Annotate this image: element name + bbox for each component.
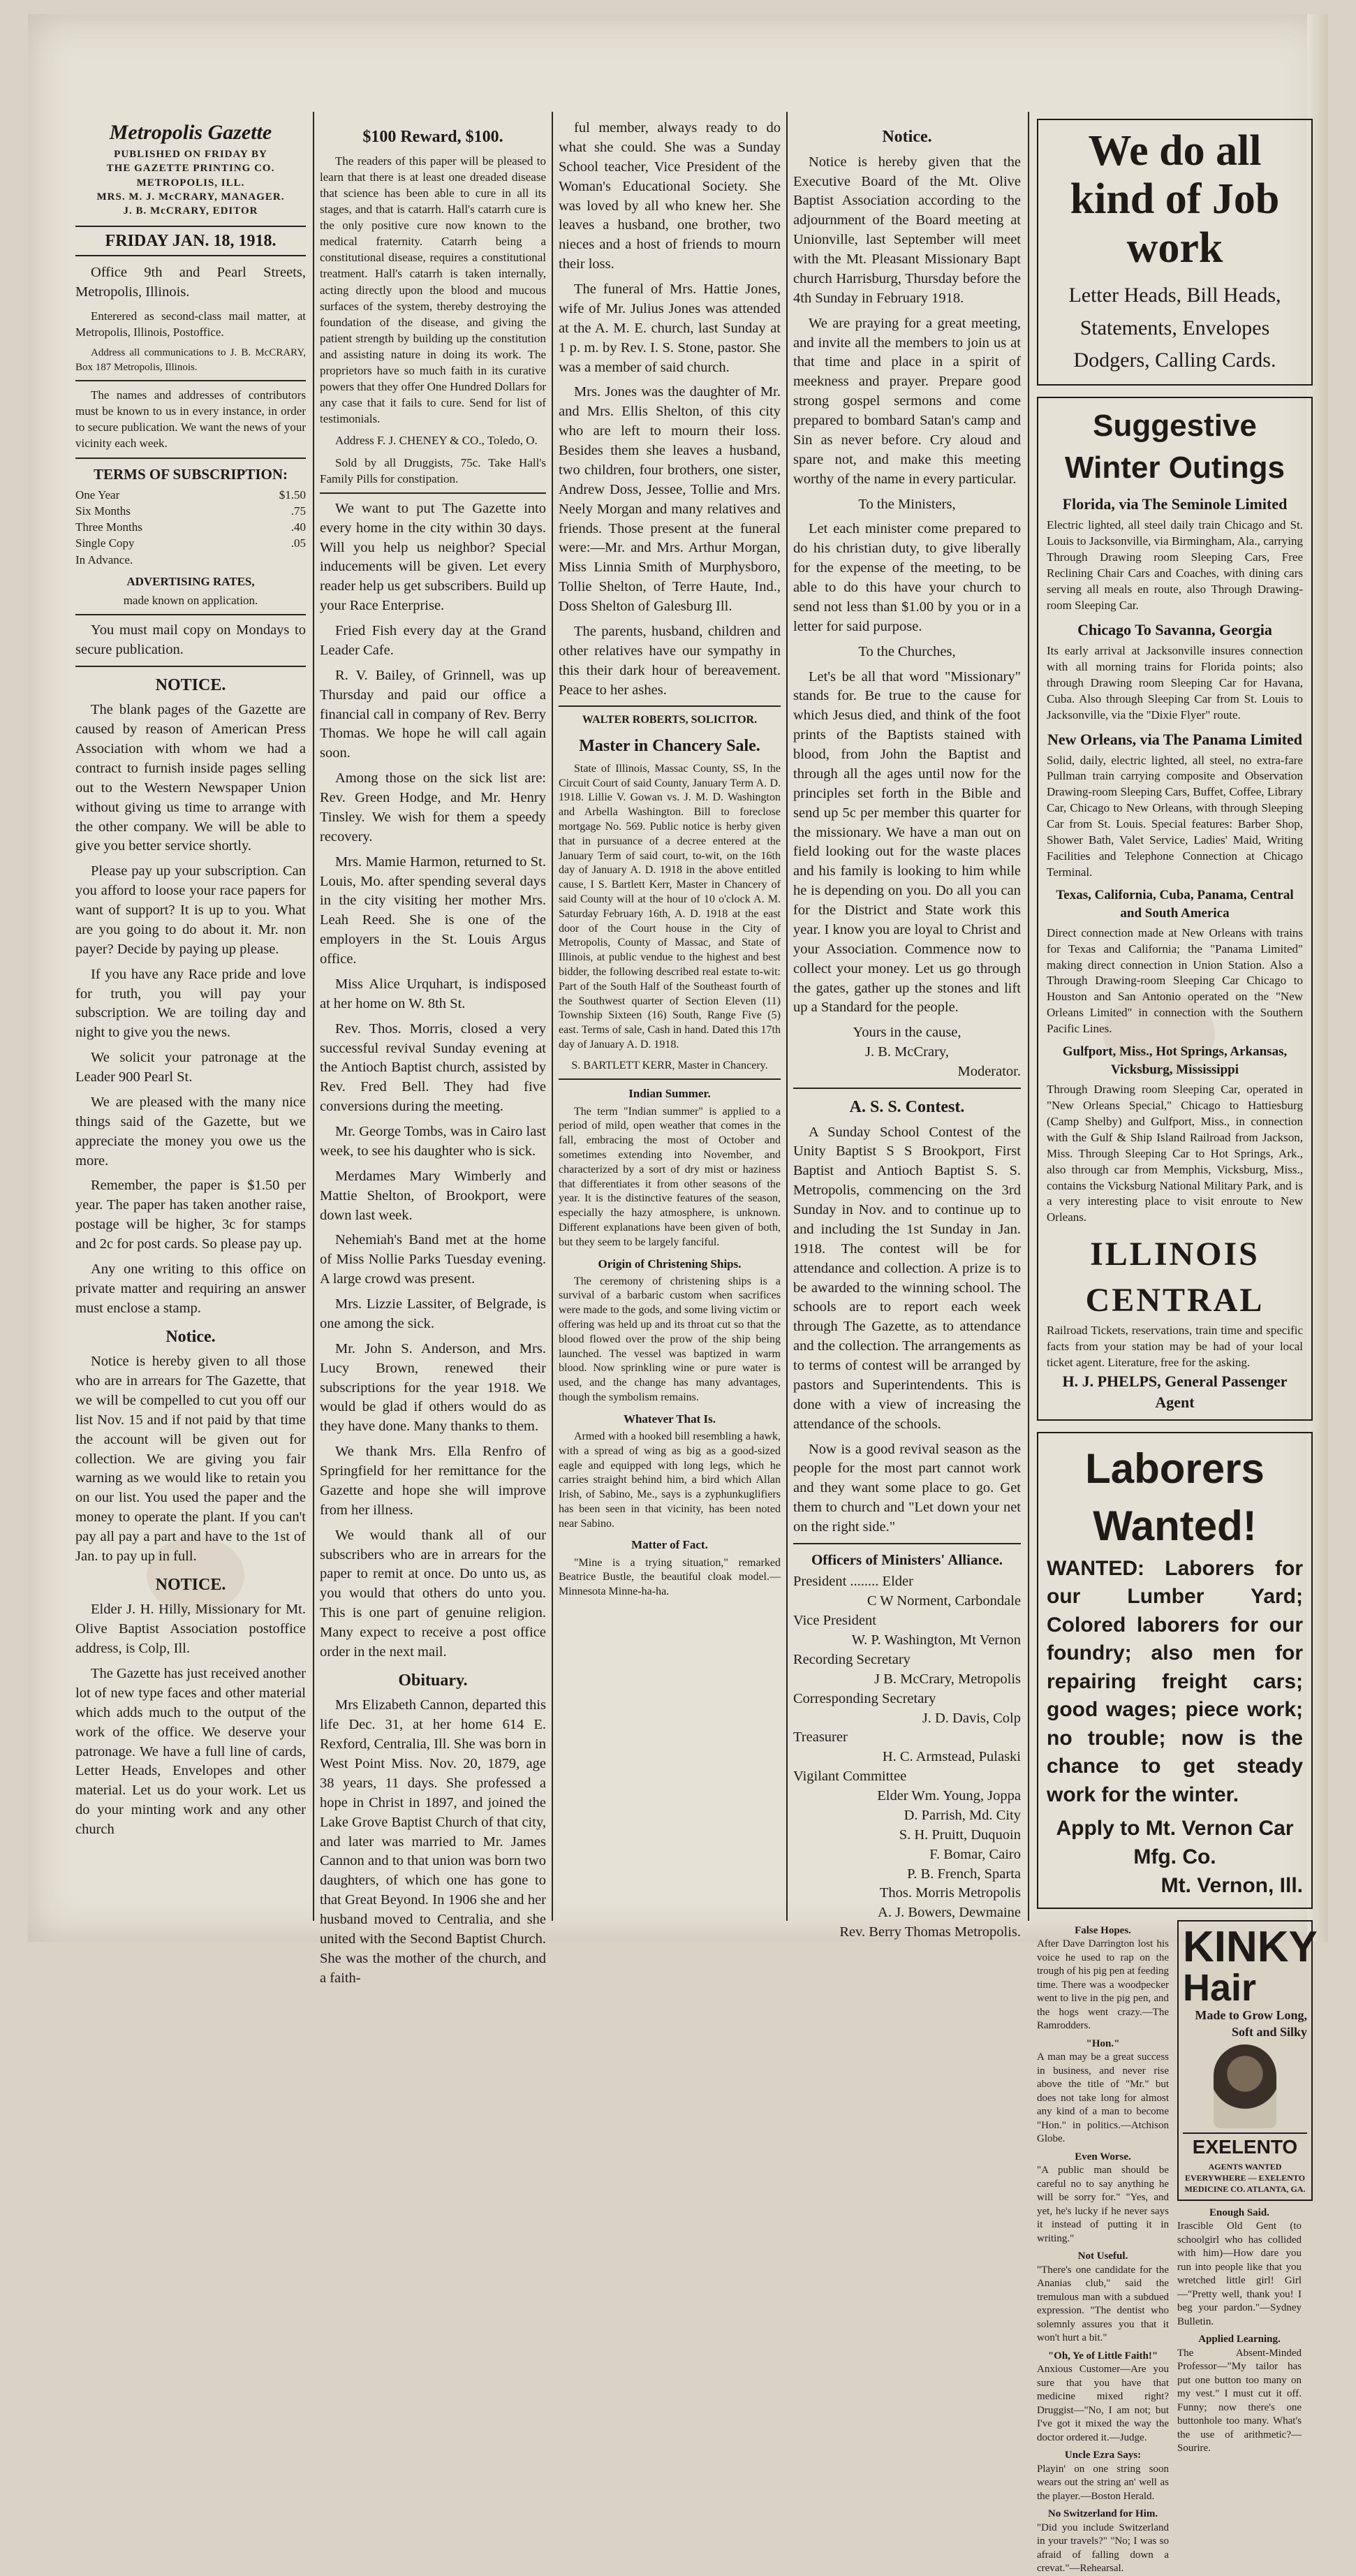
solicitor-line: WALTER ROBERTS, SOLICITOR. xyxy=(582,714,758,726)
column-rule xyxy=(313,112,314,1921)
article-title: Obituary. xyxy=(398,1671,468,1690)
officers-list xyxy=(793,1572,1021,1942)
article-paragraph: ful member, always ready to do what she could. She was a Sunday School teacher, Vice President of the Woman's Educational Society. She was loved by all who knew her. She leaves a husband, one brother, two nieces and a host of friends to mourn their loss. xyxy=(559,120,781,272)
joke-title: Uncle Ezra Says: xyxy=(1064,2450,1142,2461)
job-work-line: Statements, Envelopes xyxy=(1079,316,1270,339)
masthead-line: METROPOLIS, ILL. xyxy=(136,177,245,189)
ad-apply-line: Apply to Mt. Vernon Car Mfg. Co. xyxy=(1056,1817,1294,1868)
route-body: Through Drawing room Sleeping Car, operated in "New Orleans Special," Chicago to Hattiesburg (Camp Shelby) and Gulfport, Miss., in connection with the Gulf & Ship Island Railroad from Jackson, Miss. Through Sleeping Car to Hot Springs, Ark., also through car from Memphis, Vicksburg, Miss., contains the Vicksburg National Military Park, and is a very interesting place to visit enroute to New Orleans. xyxy=(1047,1082,1303,1224)
legal-signature: S. BARTLETT KERR, Master in Chancery. xyxy=(571,1059,768,1071)
joke-body: "There's one candidate for the Ananias club," said the tremulous man with a subdued expression. "The dentist who solemnly assures you that it won't hurt a bit." xyxy=(1037,2264,1169,2344)
article-paragraph: Fried Fish every day at the Grand Leader Cafe. xyxy=(320,623,546,658)
subscription-row xyxy=(75,535,306,551)
officer-line: Thos. Morris Metropolis xyxy=(879,1885,1021,1901)
article-paragraph: Rev. Thos. Morris, closed a very successful revival Sunday evening at the Antioch Baptist church, assisted by Rev. Fred Bell. They had five conversions during the meeting. xyxy=(320,1020,546,1115)
route-title: Florida, via The Seminole Limited xyxy=(1062,495,1288,513)
officer-line: Rev. Berry Thomas Metropolis. xyxy=(839,1924,1021,1940)
sub-label: Single Copy xyxy=(75,536,135,550)
divider xyxy=(75,666,306,667)
article-paragraph: "Mine is a trying situation," remarked Beatrice Bustle, the beautiful cloak model.—Minnesota Minne-ha-ha. xyxy=(559,1556,781,1598)
article-paragraph: Let's be all that word "Missionary" stands for. Be true to the cause for which Jesus died, and think of the foot prints of the Baptists stained with blood, from John the Baptist and through all the ages until now for the principles set forth in the Bible and send up 5c per member this quarter for the missionary. We have a man out on field looking out for the waste places and his family is looking to him while he is depending on you. Do all you can for the District and State work this year. I know you are loyal to Christ and your Association. Commence now to collect your money. Let us go through the gates, gather up the stones and lift up a Standard for the people. xyxy=(793,668,1021,1016)
joke-body: "Did you include Switzerland in your travels?" "No; I was so afraid of falling down a crevat."—Rehearsal. xyxy=(1037,2522,1169,2575)
column-1 xyxy=(75,119,306,1845)
sub-price: .05 xyxy=(290,536,306,550)
subscription-table xyxy=(75,487,306,568)
officer-line: Treasurer xyxy=(793,1729,848,1746)
newspaper-name: Metropolis Gazette xyxy=(109,121,272,144)
woman-portrait-image xyxy=(1214,2044,1276,2128)
ad-fine-print: Railroad Tickets, reservations, train time and specific facts from your station may be had of your local ticket agent. Literature, free for the asking. xyxy=(1047,1323,1303,1369)
joke-title: No Switzerland for Him. xyxy=(1047,2508,1158,2520)
article-paragraph: Armed with a hooked bill resembling a hawk, with a spread of wing as big as a good-sized eagle and equipped with long legs, which he carries straight behind him, a bird which Allan Irish, of Sabino, Me., says is a zyphunkuglifiers has been seen in that vicinity, has been noted near Sabino. xyxy=(559,1430,781,1530)
article-title: Matter of Fact. xyxy=(631,1538,708,1552)
divider xyxy=(75,614,306,615)
joke-body: Playin' on one string soon wears out the string an' well as the player.—Boston Herald. xyxy=(1037,2463,1169,2502)
article-paragraph: A Sunday School Contest of the Unity Baptist S S Brookport, First Baptist and Antioch Baptist S. S. Metropolis, commencing on the 3rd Sunday in Nov. and to continue up to and including the 1st Sunday in Jan. 1918. The contest will be for attendance and collection. A prize is to be awarded to the winning school. The schools are to report each week through The Gazette, as to attendance and the collection. The arrangements as to terms of contest will be arranged by pastors and Superintendents. This is done with a view of increasing the attendance of the schools. xyxy=(793,1124,1021,1432)
article-paragraph: The readers of this paper will be pleased to learn that there is at least one dreaded disease that science has been able to cure in all its stages, and that is catarrh. Hall's catarrh cure is the only positive cure now known to the medical fraternity. Catarrh being a constitutional disease, requires a constitutional treatment. Hall's catarrh is taken internally, acting directly upon the blood and mucous surfaces of the system, thereby destroying the foundation of the disease, and giving the patient strength by building up the constitution and assisting nature in doing its work. The proprietors have so much faith in its curative powers that they offer One Hundred Dollars for any case that it fails to cure. Send for list of testimonials. xyxy=(320,154,547,426)
job-work-ad xyxy=(1037,119,1313,386)
sub-price: $1.50 xyxy=(279,488,306,502)
divider xyxy=(75,380,306,381)
column-rule xyxy=(552,112,553,1921)
officer-line: President ........ Elder xyxy=(793,1574,913,1590)
notice-title: NOTICE. xyxy=(155,1575,226,1594)
notice-body: The blank pages of the Gazette are caused by reason of American Press Association with whom we had a contract to furnish inside pages selling out to the Western Newspaper Union without giving us time to arrange with the other company. We will be able to give you better service shortly. xyxy=(75,702,306,854)
joke-body: The Absent-Minded Professor—"My tailor has put one button too many on my vest." I must cut it off. Funny; now there's one buttonhole too many. What's the use of arithmetic?—Sourire. xyxy=(1177,2347,1302,2454)
officer-line: W. P. Washington, Mt Vernon xyxy=(851,1632,1021,1648)
article-paragraph: Notice is hereby given that the Executive Board of the Mt. Olive Baptist Association according to the adjournment of the Board meeting at Unionville, last September will meet with the Mt. Pleasant Missionary Bapt church Harrisburg, Thursday before the 4th Sunday in February 1918. xyxy=(793,154,1021,306)
column-rule xyxy=(1028,112,1029,1921)
route-body: Solid, daily, electric lighted, all steel, no extra-fare Pullman train carrying composite and Observation Drawing-room Sleeping Cars, Buffet, Coffee, Library Car, Chicago to New Orleans, with through Sleeping Car from St. Louis. Special features: Barber Shop, Shower Bath, Valet Service, Ladies' Maid, Writing Facilities and Telephone Connection at Chicago Terminal. xyxy=(1047,753,1303,879)
issue-date: FRIDAY JAN. 18, 1918. xyxy=(75,226,306,257)
divider xyxy=(559,1078,781,1080)
article-paragraph: Remember, the paper is $1.50 per year. The paper has taken another raise, postage will be higher, 3c for stamps and 2c for post cards. So please pay up. xyxy=(75,1178,306,1252)
article-paragraph: Address F. J. CHENEY & CO., Toledo, O. xyxy=(335,434,538,448)
ad-title: Laborers Wanted! xyxy=(1085,1445,1265,1550)
masthead-line: MRS. M. J. McCRARY, MANAGER. xyxy=(96,191,285,203)
officer-line: H. C. Armstead, Pulaski xyxy=(882,1749,1021,1765)
joke-title: Even Worse. xyxy=(1075,2151,1131,2162)
sub-price xyxy=(240,552,306,568)
newspaper-page xyxy=(28,14,1328,2575)
salutation: To the Ministers, xyxy=(858,496,956,512)
route-body: Direct connection made at New Orleans with trains for Texas and California; the "Panama Limited" making direct connection in Union Station. Also a Through Drawing-room Sleeping Car Chicago to Houston and San Antonio operated on the "New Orleans Limited" in connection with the Southern Pacific Lines. xyxy=(1047,925,1303,1036)
column-rule xyxy=(786,112,788,1921)
article-paragraph: Mrs Elizabeth Cannon, departed this life Dec. 31, at her home 614 E. Rexford, Centralia, Ill. She was born in West Point Miss. Nov. 20, 1879, age 38 years, 11 days. She professed a hope in Christ in 1897, and joined the Lake Grove Baptist Church of that city, and later was married to Mr. James Cannon and to that union was born two daughters, of which one has gone to that Great Beyond. In 1906 she and her husband moved to Centralia, and she united with the Second Baptist Church. She was the mother of the church, and a faith- xyxy=(320,1697,546,1986)
joke-title: Enough Said. xyxy=(1209,2207,1269,2218)
divider xyxy=(559,705,781,707)
article-paragraph: Mr. George Tombs, was in Cairo last week, to see his daughter who is sick. xyxy=(320,1124,546,1159)
masthead xyxy=(75,119,306,219)
article-paragraph: Let each minister come prepared to do his christian duty, to give liberally for the expense of the meeting, to be able to do this have your church to send not less than $1.00 by you or in a letter for said purpose. xyxy=(793,521,1021,634)
ad-agent: H. J. PHELPS, General Passenger Agent xyxy=(1062,1372,1288,1411)
ad-fine-print: AGENTS WANTED EVERYWHERE — EXELENTO MEDICINE CO. ATLANTA, GA. xyxy=(1184,2161,1306,2195)
article-paragraph: Please pay up your subscription. Can you afford to loose your race papers for want of support? It is up to you. What are you going to do about it. Mr. non payer? Decide by paying up please. xyxy=(75,863,306,957)
divider xyxy=(793,1088,1021,1089)
kinky-title: Hair xyxy=(1183,1966,1257,2009)
article-paragraph: Any one writing to this office on private matter and requiring an answer must enclose a stamp. xyxy=(75,1261,306,1316)
sub-label: Three Months xyxy=(75,520,142,534)
illinois-central-ad xyxy=(1037,397,1313,1421)
joke-title: False Hopes. xyxy=(1075,1924,1131,1936)
entered-notice: Enterered as second-class mail matter, at Metropolis, Illinois, Postoffice. xyxy=(75,309,306,339)
divider xyxy=(793,1543,1021,1544)
subscription-title: TERMS OF SUBSCRIPTION: xyxy=(93,465,288,483)
article-paragraph: R. V. Bailey, of Grinnell, was up Thursday and paid our office a financial call in company of Rev. Berry Thomas. We hope he will call again soon. xyxy=(320,667,546,761)
column-3 xyxy=(559,119,781,1605)
article-paragraph: We want to put The Gazette into every home in the city within 30 days. Will you help us neighbor? Special inducements will be given. Let every reader help us get subscribers. Build up your Race Enterprise. xyxy=(320,500,546,614)
article-title: Officers of Ministers' Alliance. xyxy=(811,1551,1003,1568)
sub-label: One Year xyxy=(75,488,120,502)
article-paragraph: Mr. John S. Anderson, and Mrs. Lucy Brown, renewed their subscriptions for the year 1918. We would be glad if others would do as they have done. Many thanks to them. xyxy=(320,1340,546,1435)
subscription-row xyxy=(75,487,306,503)
masthead-line: PUBLISHED ON FRIDAY BY xyxy=(114,148,267,160)
joke-title: Applied Learning. xyxy=(1198,2334,1281,2345)
joke-body: Anxious Customer—Are you sure that you have that medicine mixed right? Druggist—"No, I am not; but I've got it mixed the way the doctor ordered it.—Judge. xyxy=(1037,2364,1169,2443)
notice-title: Notice. xyxy=(165,1327,216,1346)
officer-line: A. J. Bowers, Dewmaine xyxy=(878,1905,1021,1921)
article-paragraph: Mrs. Jones was the daughter of Mr. and Mrs. Ellis Shelton, of this city who are left to mourn their loss. Besides them she leaves a husband, two children, four brothers, one sister, Andrew Doss, Jessee, Tollie and Mrs. Neely Morgan and many relatives and friends. Those present at the funeral were:—Mr. and Mrs. Arthur Morgan, Miss Linnia Smith of Murphysboro, Tollie Shelton, of Terre Haute, Ind., Doss Shelton of Galesburg Ill. xyxy=(559,384,781,614)
office-address: Office 9th and Pearl Streets, Metropolis, Illinois. xyxy=(75,265,306,300)
jokes-column xyxy=(1177,2207,1302,2456)
joke-body: "A public man should be careful no to say anything he will be sorry for." "Yes, and yet, he's lucky if he never says it instead of putting it in writing." xyxy=(1037,2165,1169,2244)
officer-line: Vigilant Committee xyxy=(793,1769,907,1785)
kinky-subtitle: Made to Grow Long, Soft and Silky xyxy=(1195,2007,1307,2040)
article-paragraph: We would thank all of our subscribers who are in arrears for the paper to remit at once. Do unto us, as you would that others do unto you. This is one part of genuine religion. Many expect to receive a post office order in the next mail. xyxy=(320,1527,546,1660)
job-work-line: Dodgers, Calling Cards. xyxy=(1073,349,1276,372)
officer-line: P. B. French, Sparta xyxy=(907,1866,1021,1882)
article-paragraph: Mrs. Mamie Harmon, returned to St. Louis, Mo. after spending several days in the city visiting her mother Mrs. Leah Reed. She is one of the employers in the St. Louis Argus office. xyxy=(320,854,546,967)
article-paragraph: Now is a good revival season as the people for the most part cannot work and they want some place to go. Get them to church and "Let down your net on the right side." xyxy=(793,1441,1021,1535)
joke-body: After Dave Darrington lost his voice he used to rap on the trough of his pig pen at feeding time. There was a woodpecker went to live in the pig pen, and the hogs went crazy.—The Ramrodders. xyxy=(1037,1938,1169,2032)
legal-notice: State of Illinois, Massac County, SS, In the Circuit Court of said County, January Term A. D. 1918. Lillie V. Gowan vs. J. M. D. Washington and Arbella Washington. Bill to foreclose mortgage No. 569. Public notice is herby given that in pursuance of a decree entered at the January Term of said court, to-wit, on the 16th day of January A. D. 1918 in the above entitled cause, I S. Bartlett Kerr, Master in Chancery of said County will at the hour of 10 o'clock A. M. Saturday February 16th, A. D. 1918 at the east door of the Court house in the City of Metropolis, County of Massac, and State of Illinois, at public vendue to the highest and best bidder, the following described real estate to-wit: Part of the South Half of the Southeast fourth of the Southwest quarter of Section Eleven (11) Township Sixteen (16) South, Range Five (5) east. Terms of sale, Cash in hand. Dated this 17th day of January A. D. 1918. xyxy=(559,762,781,1051)
subscription-row xyxy=(75,503,306,519)
signature-line: Yours in the cause, xyxy=(853,1025,961,1041)
officer-line: Corresponding Secretary xyxy=(793,1690,936,1706)
officer-line: J B. McCrary, Metropolis xyxy=(874,1671,1021,1687)
sub-price: .40 xyxy=(290,520,306,534)
route-title: Chicago To Savanna, Georgia xyxy=(1077,621,1272,638)
advertising-column xyxy=(1037,119,1318,2576)
masthead-line: J. B. McCRARY, EDITOR xyxy=(123,205,258,217)
kinky-hair-ad xyxy=(1177,1920,1318,2201)
notice-body: Notice is hereby given to all those who are in arrears for The Gazette, that we will be compelled to cut you off our list Nov. 15 and if not paid by that time the account will be given out for collection. We are giving you fair warning as we would like to retain you on our list. You used the paper and the money to operate the plant. If you can't pay all pay a part and have to the 1st of Jan. to pay up in full. xyxy=(75,1354,306,1564)
job-work-line: Letter Heads, Bill Heads, xyxy=(1068,284,1281,307)
product-name: EXELENTO xyxy=(1183,2132,1307,2160)
article-title: Origin of Christening Ships. xyxy=(598,1257,742,1271)
article-paragraph: The Gazette has just received another lot of new type faces and other material which adds much to the output of the work of the office. We deserve your patronage. We have a full line of cards, Letter Heads, Envelopes and other material. Let us do your work. Let us do your minting work and any other church xyxy=(75,1666,306,1837)
notice-body: Elder J. H. Hilly, Missionary for Mt. Olive Baptist Association postoffice address, is Colp, Ill. xyxy=(75,1602,306,1657)
article-title: Notice. xyxy=(882,128,932,146)
article-paragraph: Merdames Mary Wimberly and Mattie Shelton, of Brookport, were down last week. xyxy=(320,1168,546,1223)
column-4 xyxy=(793,119,1021,1942)
article-title: A. S. S. Contest. xyxy=(849,1097,965,1116)
lower-ads xyxy=(1037,1920,1318,2576)
notice-title: NOTICE. xyxy=(155,675,226,694)
article-title: Indian Summer. xyxy=(628,1087,711,1101)
article-paragraph: We are praying for a great meeting, and invite all the members to join us at that time and place in a spirit of meekness and prayer. Prepare good strong gospel sermons and come prepared to bombard Satan's camp and Sin as never before. Cry aloud and spare not, and make this meeting worthy of the name in every particular. xyxy=(793,315,1021,487)
article-title: Whatever That Is. xyxy=(623,1412,716,1426)
article-paragraph: The funeral of Mrs. Hattie Jones, wife of Mr. Julius Jones was attended at the A. M. E. church, last Sunday at 1 p. m. by Rev. I. S. Stone, pastor. She was a member of said church. xyxy=(559,281,781,375)
officer-line: J. D. Davis, Colp xyxy=(922,1710,1021,1726)
article-paragraph: Nehemiah's Band met at the home of Miss Nollie Parks Tuesday evening. A large crowd was present. xyxy=(320,1232,546,1287)
advertising-title: ADVERTISING RATES, xyxy=(126,574,255,588)
route-title: Texas, California, Cuba, Panama, Central and South America xyxy=(1056,888,1294,921)
mail-copy-note: You must mail copy on Mondays to secure publication. xyxy=(75,622,306,657)
ad-city: Mt. Vernon, Ill. xyxy=(1160,1873,1303,1897)
article-paragraph: The parents, husband, children and other relatives have our sympathy in this their dark hour of bereavement. Peace to her ashes. xyxy=(559,623,781,698)
signature-line: J. B. McCrary, xyxy=(865,1044,949,1060)
joke-title: Not Useful. xyxy=(1077,2251,1128,2262)
joke-body: Irascible Old Gent (to schoolgirl who has collided with him)—How dare you run into people like that you wretched little girl! Girl—"Pretty well, thank you! I beg your pardon."—Sydney Bulletin. xyxy=(1177,2220,1302,2327)
mail-address: Address all communications to J. B. McCRARY, Box 187 Metropolis, Illinois. xyxy=(75,347,306,373)
masthead-line: THE GAZETTE PRINTING CO. xyxy=(106,163,275,175)
officer-line: D. Parrish, Md. City xyxy=(904,1807,1021,1823)
sub-label: Six Months xyxy=(75,504,131,518)
divider xyxy=(75,458,306,459)
job-work-title: We do all kind of Job work xyxy=(1070,127,1280,272)
officer-line: C W Norment, Carbondale xyxy=(867,1593,1021,1609)
contributors-note: The names and addresses of contributors must be known to us in every instance, in order to secure publication. We want the news of your vicinity each week. xyxy=(75,388,306,451)
article-paragraph: The ceremony of christening ships is a survival of a barbaric custom when sacrifices were made to the gods, and some living victim or offering was held up and its throat cut so that the blood flowed over the prow of the ship being launched. The vessel was baptized in warm blood. Now sprinkling wine or pure water is used, and the change has many advantages, though the symbolism remains. xyxy=(559,1275,781,1403)
article-title: $100 Reward, $100. xyxy=(362,128,503,146)
article-paragraph: Among those on the sick list are: Rev. Green Hodge, and Mr. Henry Tinsley. We wish for them a speedy recovery. xyxy=(320,770,546,844)
joke-body: A man may be a great success in business, and never rise above the title of "Mr." but does not take long for almost any kind of a man to become "Hon." in politics.—Atchison Globe. xyxy=(1037,2051,1169,2145)
joke-title: "Hon." xyxy=(1086,2037,1120,2049)
signature-line: Moderator. xyxy=(957,1064,1021,1079)
route-title: Gulfport, Miss., Hot Springs, Arkansas, Vicksburg, Mississippi xyxy=(1062,1044,1288,1078)
article-paragraph: Sold by all Druggists, 75c. Take Hall's Family Pills for constipation. xyxy=(320,455,546,485)
officer-line: Recording Secretary xyxy=(793,1651,911,1667)
article-paragraph: The term "Indian summer" is applied to a period of mild, open weather that comes in the fall, embracing the most of October and sometimes extending into November, and characterized by a sort of dry mist or haziness that differentiates it from other seasons of the year. It is the distinctive features of the season, especially the hazy atmosphere, is unknown. Different explanations have been given of both, but they seem to be largely fanciful. xyxy=(559,1105,781,1248)
article-paragraph: We solicit your patronage at the Leader 900 Pearl St. xyxy=(75,1050,306,1085)
article-paragraph: If you have any Race pride and love for truth, you will pay your subscription. We are toiling day and night to give you the news. xyxy=(75,966,306,1041)
kinky-title: KINKY xyxy=(1183,1922,1318,1971)
article-paragraph: We are pleased with the many nice things said of the Gazette, but we appreciate the money you owe us the more. xyxy=(75,1094,306,1169)
ad-body: WANTED: Laborers for our Lumber Yard; Colored laborers for our foundry; also men for repairing freight cars; good wages; piece work; no trouble; now is the chance to get steady work for the winter. xyxy=(1047,1556,1303,1806)
route-body: Electric lighted, all steel daily train Chicago and St. Louis to Jacksonville, via Birmingham, Ala., carrying Through Drawing room Sleeping Cars, Free Reclining Chair Cars and Coaches, with dining cars serving all meals en route, also Through Drawing-room Sleeping Car. xyxy=(1047,518,1303,613)
subscription-row xyxy=(75,552,306,568)
joke-title: "Oh, Ye of Little Faith!" xyxy=(1047,2350,1158,2362)
railroad-name: ILLINOIS CENTRAL xyxy=(1085,1236,1265,1319)
sub-label: In Advance. xyxy=(75,552,133,566)
ad-title: Suggestive Winter Outings xyxy=(1065,408,1285,485)
article-paragraph: We thank Mrs. Ella Renfro of Springfield for her remittance for the Gazette and hope she will improve from her illness. xyxy=(320,1444,546,1518)
route-body: Its early arrival at Jacksonville insures connection with all morning trains for Florida points; also through Drawing room Sleeping Car for Havana, Cuba. Also through Sleeping Car from St. Louis to Jacksonville, via the "Dixie Flyer" route. xyxy=(1047,643,1303,722)
advertising-note: made known on application. xyxy=(123,593,258,607)
laborers-wanted-ad xyxy=(1037,1432,1313,1908)
subscription-row xyxy=(75,519,306,535)
sub-price: .75 xyxy=(290,504,306,518)
jokes-column xyxy=(1037,1920,1169,2576)
salutation: To the Churches, xyxy=(858,643,956,659)
officer-line: Elder Wm. Young, Joppa xyxy=(877,1788,1021,1804)
route-title: New Orleans, via The Panama Limited xyxy=(1047,730,1303,748)
officer-line: S. H. Pruitt, Duquoin xyxy=(899,1827,1021,1843)
divider xyxy=(320,492,546,494)
article-paragraph: Mrs. Lizzie Lassiter, of Belgrade, is one among the sick. xyxy=(320,1296,546,1331)
article-paragraph: Miss Alice Urquhart, is indisposed at her home on W. 8th St. xyxy=(320,976,546,1011)
officer-line: F. Bomar, Cairo xyxy=(929,1846,1021,1862)
officer-line: Vice President xyxy=(793,1613,876,1629)
column-2 xyxy=(320,119,546,1994)
article-title: Master in Chancery Sale. xyxy=(579,737,760,756)
